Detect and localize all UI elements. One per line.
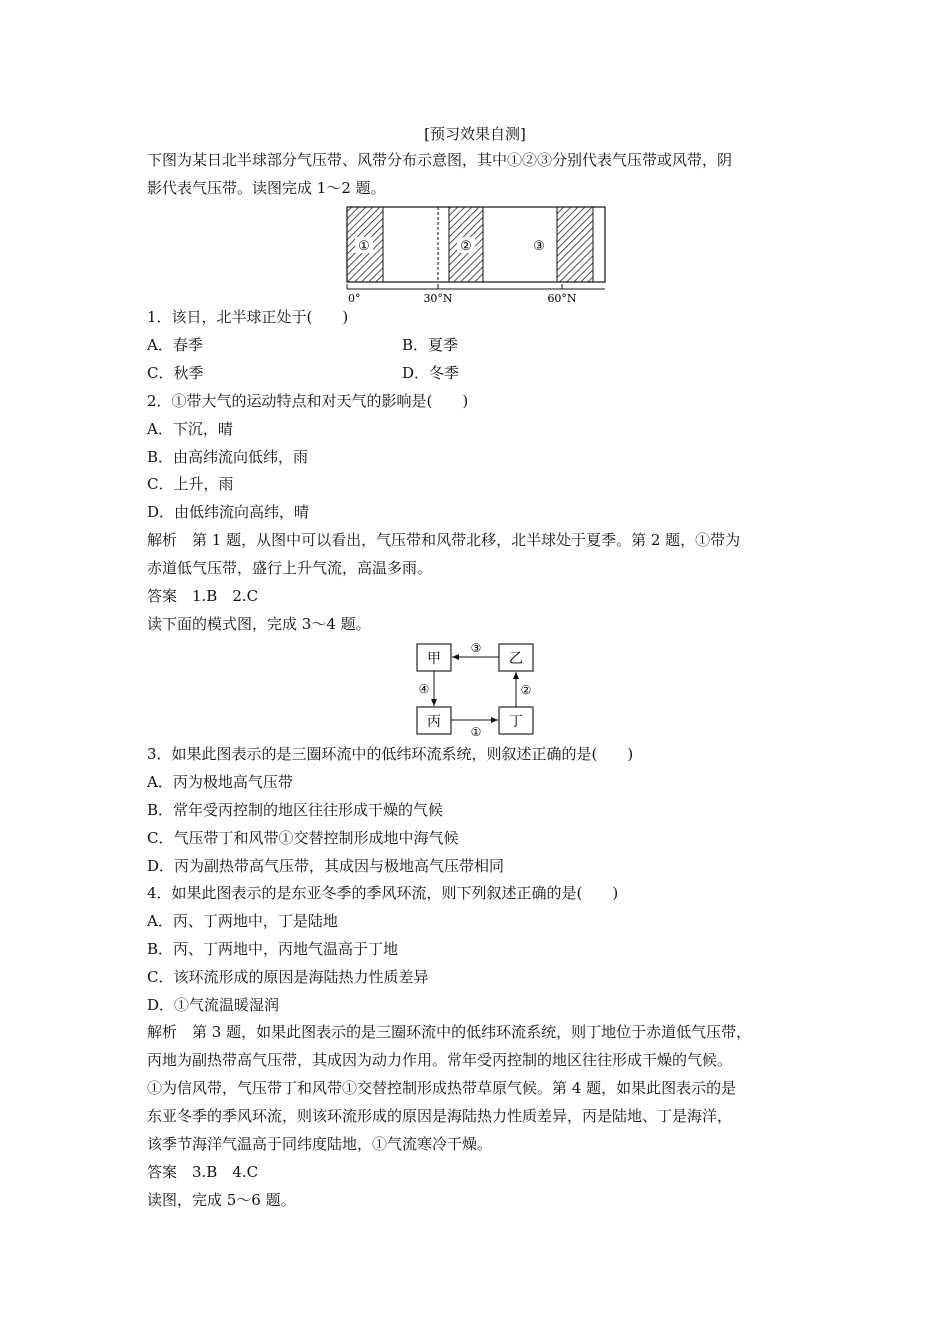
- q2-option-a: A．下沉，晴: [147, 420, 233, 438]
- q2-stem: 2．①带大气的运动特点和对天气的影响是( ): [147, 392, 469, 410]
- arrow-3-label: ③: [470, 641, 482, 655]
- analysis-2-line-2: 丙地为副热带高气压带，其成因为动力作用。常年受丙控制的地区往往形成干燥的气候。: [147, 1051, 733, 1069]
- hatched-belt-3: [557, 207, 593, 282]
- q3-option-d: D．丙为副热带高气压带，其成因与极地高气压带相同: [147, 857, 505, 875]
- intro-2: 读下面的模式图，完成 3～4 题。: [147, 615, 371, 633]
- q2-option-b: B．由高纬流向低纬，雨: [147, 448, 309, 466]
- q1-option-a: A．春季: [147, 336, 203, 354]
- analysis-2-line-3: ①为信风带，气压带丁和风带①交替控制形成热带草原气候。第 4 题，如果此图表示的是: [147, 1079, 737, 1097]
- belt-label-3: ③: [533, 239, 545, 254]
- analysis-2-line-4: 东亚冬季的季风环流，则该环流形成的原因是海陆热力性质差异，丙是陆地、丁是海洋，: [147, 1107, 733, 1125]
- intro-3: 读图，完成 5～6 题。: [147, 1191, 296, 1209]
- arrow-4-label: ④: [418, 682, 430, 696]
- intro-line-2: 影代表气压带。读图完成 1～2 题。: [147, 179, 386, 197]
- arrow-1-label: ①: [470, 725, 482, 739]
- q3-option-b: B．常年受丙控制的地区往往形成干燥的气候: [147, 801, 444, 819]
- q1-option-c: C．秋季: [147, 364, 204, 382]
- analysis-2-line-5: 该季节海洋气温高于同纬度陆地，①气流寒冷干燥。: [147, 1135, 493, 1153]
- q3-stem: 3．如果此图表示的是三圈环流中的低纬环流系统，则叙述正确的是( ): [147, 745, 634, 763]
- q4-option-a: A．丙、丁两地中，丁是陆地: [147, 912, 338, 930]
- q1-option-b: B．夏季: [402, 336, 459, 354]
- q3-option-c: C．气压带丁和风带①交替控制形成地中海气候: [147, 829, 459, 847]
- box-bing-label: 丙: [427, 714, 441, 730]
- q4-option-c: C．该环流形成的原因是海陆热力性质差异: [147, 968, 429, 986]
- answer-1: 答案 1.B 2.C: [147, 587, 259, 605]
- answer-2: 答案 3.B 4.C: [147, 1163, 259, 1181]
- belt-label-2: ②: [460, 239, 472, 254]
- q3-option-a: A．丙为极地高气压带: [147, 773, 293, 791]
- q4-option-b: B．丙、丁两地中，丙地气温高于丁地: [147, 940, 399, 958]
- analysis-2-line-1: 解析 第 3 题，如果此图表示的是三圈环流中的低纬环流系统，则丁地位于赤道低气压带，: [147, 1023, 752, 1041]
- q2-option-d: D．由低纬流向高纬，晴: [147, 503, 310, 521]
- q4-option-d: D．①气流温暖湿润: [147, 996, 280, 1014]
- tick-0: 0°: [348, 292, 361, 305]
- box-ding-label: 丁: [509, 714, 523, 730]
- q1-option-d: D．冬季: [402, 364, 460, 382]
- section-title: [预习效果自测]: [424, 125, 526, 143]
- q4-stem: 4．如果此图表示的是东亚冬季的季风环流，则下列叙述正确的是( ): [147, 884, 619, 902]
- pressure-belt-diagram: [340, 204, 610, 306]
- intro-line-1: 下图为某日北半球部分气压带、风带分布示意图，其中①②③分别代表气压带或风带，阴: [147, 151, 733, 169]
- q2-option-c: C．上升，雨: [147, 475, 234, 493]
- tick-60n: 60°N: [547, 292, 577, 305]
- circulation-model-diagram: [410, 640, 545, 745]
- analysis-1-line-1: 解析 第 1 题，从图中可以看出，气压带和风带北移，北半球处于夏季。第 2 题，①带为: [147, 531, 741, 549]
- tick-30n: 30°N: [423, 292, 453, 305]
- box-yi-label: 乙: [509, 651, 523, 667]
- q1-stem: 1．该日，北半球正处于( ): [147, 308, 349, 326]
- analysis-1-line-2: 赤道低气压带，盛行上升气流，高温多雨。: [147, 559, 433, 577]
- box-jia-label: 甲: [427, 651, 441, 667]
- belt-label-1: ①: [358, 239, 370, 254]
- arrow-2-label: ②: [520, 683, 532, 697]
